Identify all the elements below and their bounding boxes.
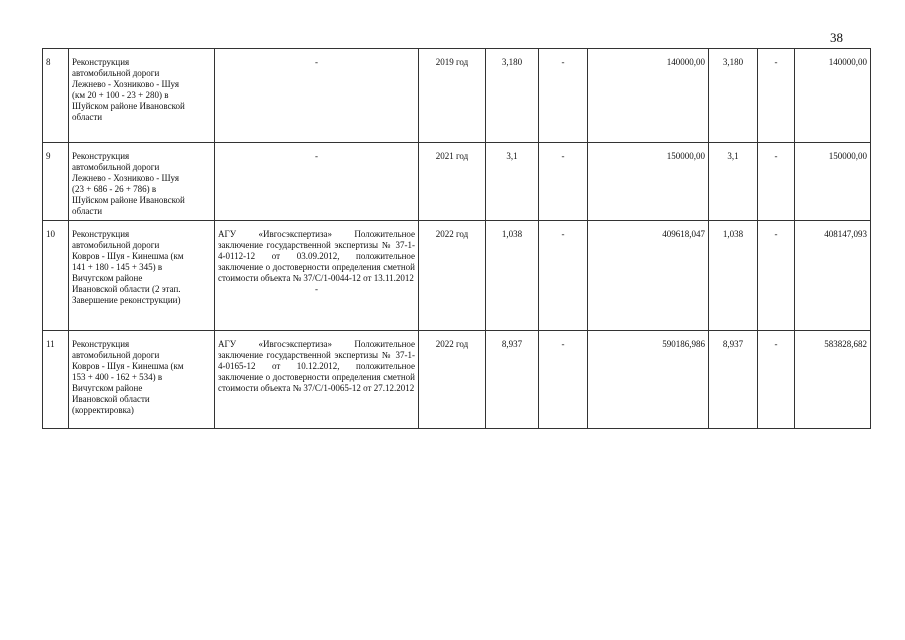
- cost-cell: 150000,00: [588, 143, 709, 221]
- dash-cell-2: -: [758, 49, 795, 143]
- expertise-text: АГУ «Ивгосэкспертиза» Положительное заключение государственной экспертизы № 37-1-4-0112-12 от 03.09.2012, положительное заключение о достоверности определения сметной стоимости объекта № 37/С/1-0044-12 от 13.11.2012: [218, 229, 415, 283]
- object-name-cell: [69, 221, 215, 331]
- expertise-cell: [215, 221, 419, 331]
- cost-cell-2: 140000,00: [795, 49, 871, 143]
- table-row: [43, 221, 871, 331]
- object-name-line: 153 + 400 - 162 + 534) в: [72, 372, 163, 382]
- year-cell: 2019 год: [419, 49, 486, 143]
- dash-cell-2: -: [758, 331, 795, 429]
- row-number-cell: 11: [43, 331, 69, 429]
- row-number-cell: 10: [43, 221, 69, 331]
- dash-cell: -: [539, 331, 588, 429]
- dash-cell: -: [539, 143, 588, 221]
- object-name-line: Ивановской области: [72, 394, 150, 404]
- expertise-text: АГУ «Ивгосэкспертиза» Положительное заключение государственной экспертизы № 37-1-4-0165-12 от 10.12.2012, положительное заключение о достоверности определения сметной стоимости объекта № 37/С/1-0065-12 от 27.12.2012: [218, 339, 415, 393]
- object-name-line: Лежнево - Хозниково - Шуя: [72, 173, 179, 183]
- dash-cell: -: [539, 49, 588, 143]
- object-name-cell: [69, 143, 215, 221]
- expertise-cell: [215, 143, 419, 221]
- object-name-line: Шуйском районе Ивановской: [72, 101, 185, 111]
- year-cell: 2022 год: [419, 331, 486, 429]
- object-name-line: автомобильной дороги: [72, 162, 160, 172]
- year-cell: 2022 год: [419, 221, 486, 331]
- object-name-line: области: [72, 206, 103, 216]
- row-number-cell: 9: [43, 143, 69, 221]
- object-name-line: Ковров - Шуя - Кинешма (км: [72, 361, 184, 371]
- road-projects-table: [42, 48, 871, 429]
- length-cell: 1,038: [486, 221, 539, 331]
- object-name-line: автомобильной дороги: [72, 240, 160, 250]
- expertise-trailing-dash: -: [315, 284, 318, 294]
- object-name-cell: [69, 331, 215, 429]
- year-cell: 2021 год: [419, 143, 486, 221]
- object-name-line: Реконструкция: [72, 339, 130, 349]
- object-name-line: (км 20 + 100 - 23 + 280) в: [72, 90, 169, 100]
- object-name-line: Вичугском районе: [72, 383, 143, 393]
- object-name-line: Шуйском районе Ивановской: [72, 195, 185, 205]
- object-name-line: Завершение реконструкции): [72, 295, 181, 305]
- table-row: [43, 143, 871, 221]
- object-name-line: (23 + 686 - 26 + 786) в: [72, 184, 157, 194]
- dash-cell-2: -: [758, 143, 795, 221]
- object-name-line: Вичугском районе: [72, 273, 143, 283]
- dash-cell-2: -: [758, 221, 795, 331]
- length-cell: 8,937: [486, 331, 539, 429]
- object-name-line: (корректировка): [72, 405, 134, 415]
- object-name-line: Лежнево - Хозниково - Шуя: [72, 79, 179, 89]
- cost-cell: 590186,986: [588, 331, 709, 429]
- length-cell: 3,180: [486, 49, 539, 143]
- cost-cell: 409618,047: [588, 221, 709, 331]
- row-number-cell: 8: [43, 49, 69, 143]
- object-name-line: области: [72, 112, 103, 122]
- object-name-line: автомобильной дороги: [72, 68, 160, 78]
- object-name-line: Ковров - Шуя - Кинешма (км: [72, 251, 184, 261]
- expertise-text: -: [315, 151, 318, 161]
- dash-cell: -: [539, 221, 588, 331]
- expertise-text: -: [315, 57, 318, 67]
- object-name-line: Реконструкция: [72, 57, 130, 67]
- cost-cell-2: 150000,00: [795, 143, 871, 221]
- object-name-line: Реконструкция: [72, 151, 130, 161]
- cost-cell-2: 583828,682: [795, 331, 871, 429]
- length-cell-2: 3,180: [709, 49, 758, 143]
- length-cell-2: 8,937: [709, 331, 758, 429]
- length-cell: 3,1: [486, 143, 539, 221]
- object-name-line: Реконструкция: [72, 229, 130, 239]
- object-name-line: Ивановской области (2 этап.: [72, 284, 181, 294]
- page-number: 38: [830, 30, 843, 45]
- object-name-cell: [69, 49, 215, 143]
- table-row: [43, 49, 871, 143]
- length-cell-2: 3,1: [709, 143, 758, 221]
- expertise-cell: [215, 331, 419, 429]
- object-name-line: автомобильной дороги: [72, 350, 160, 360]
- table-row: [43, 331, 871, 429]
- cost-cell: 140000,00: [588, 49, 709, 143]
- expertise-cell: [215, 49, 419, 143]
- object-name-line: 141 + 180 - 145 + 345) в: [72, 262, 163, 272]
- cost-cell-2: 408147,093: [795, 221, 871, 331]
- length-cell-2: 1,038: [709, 221, 758, 331]
